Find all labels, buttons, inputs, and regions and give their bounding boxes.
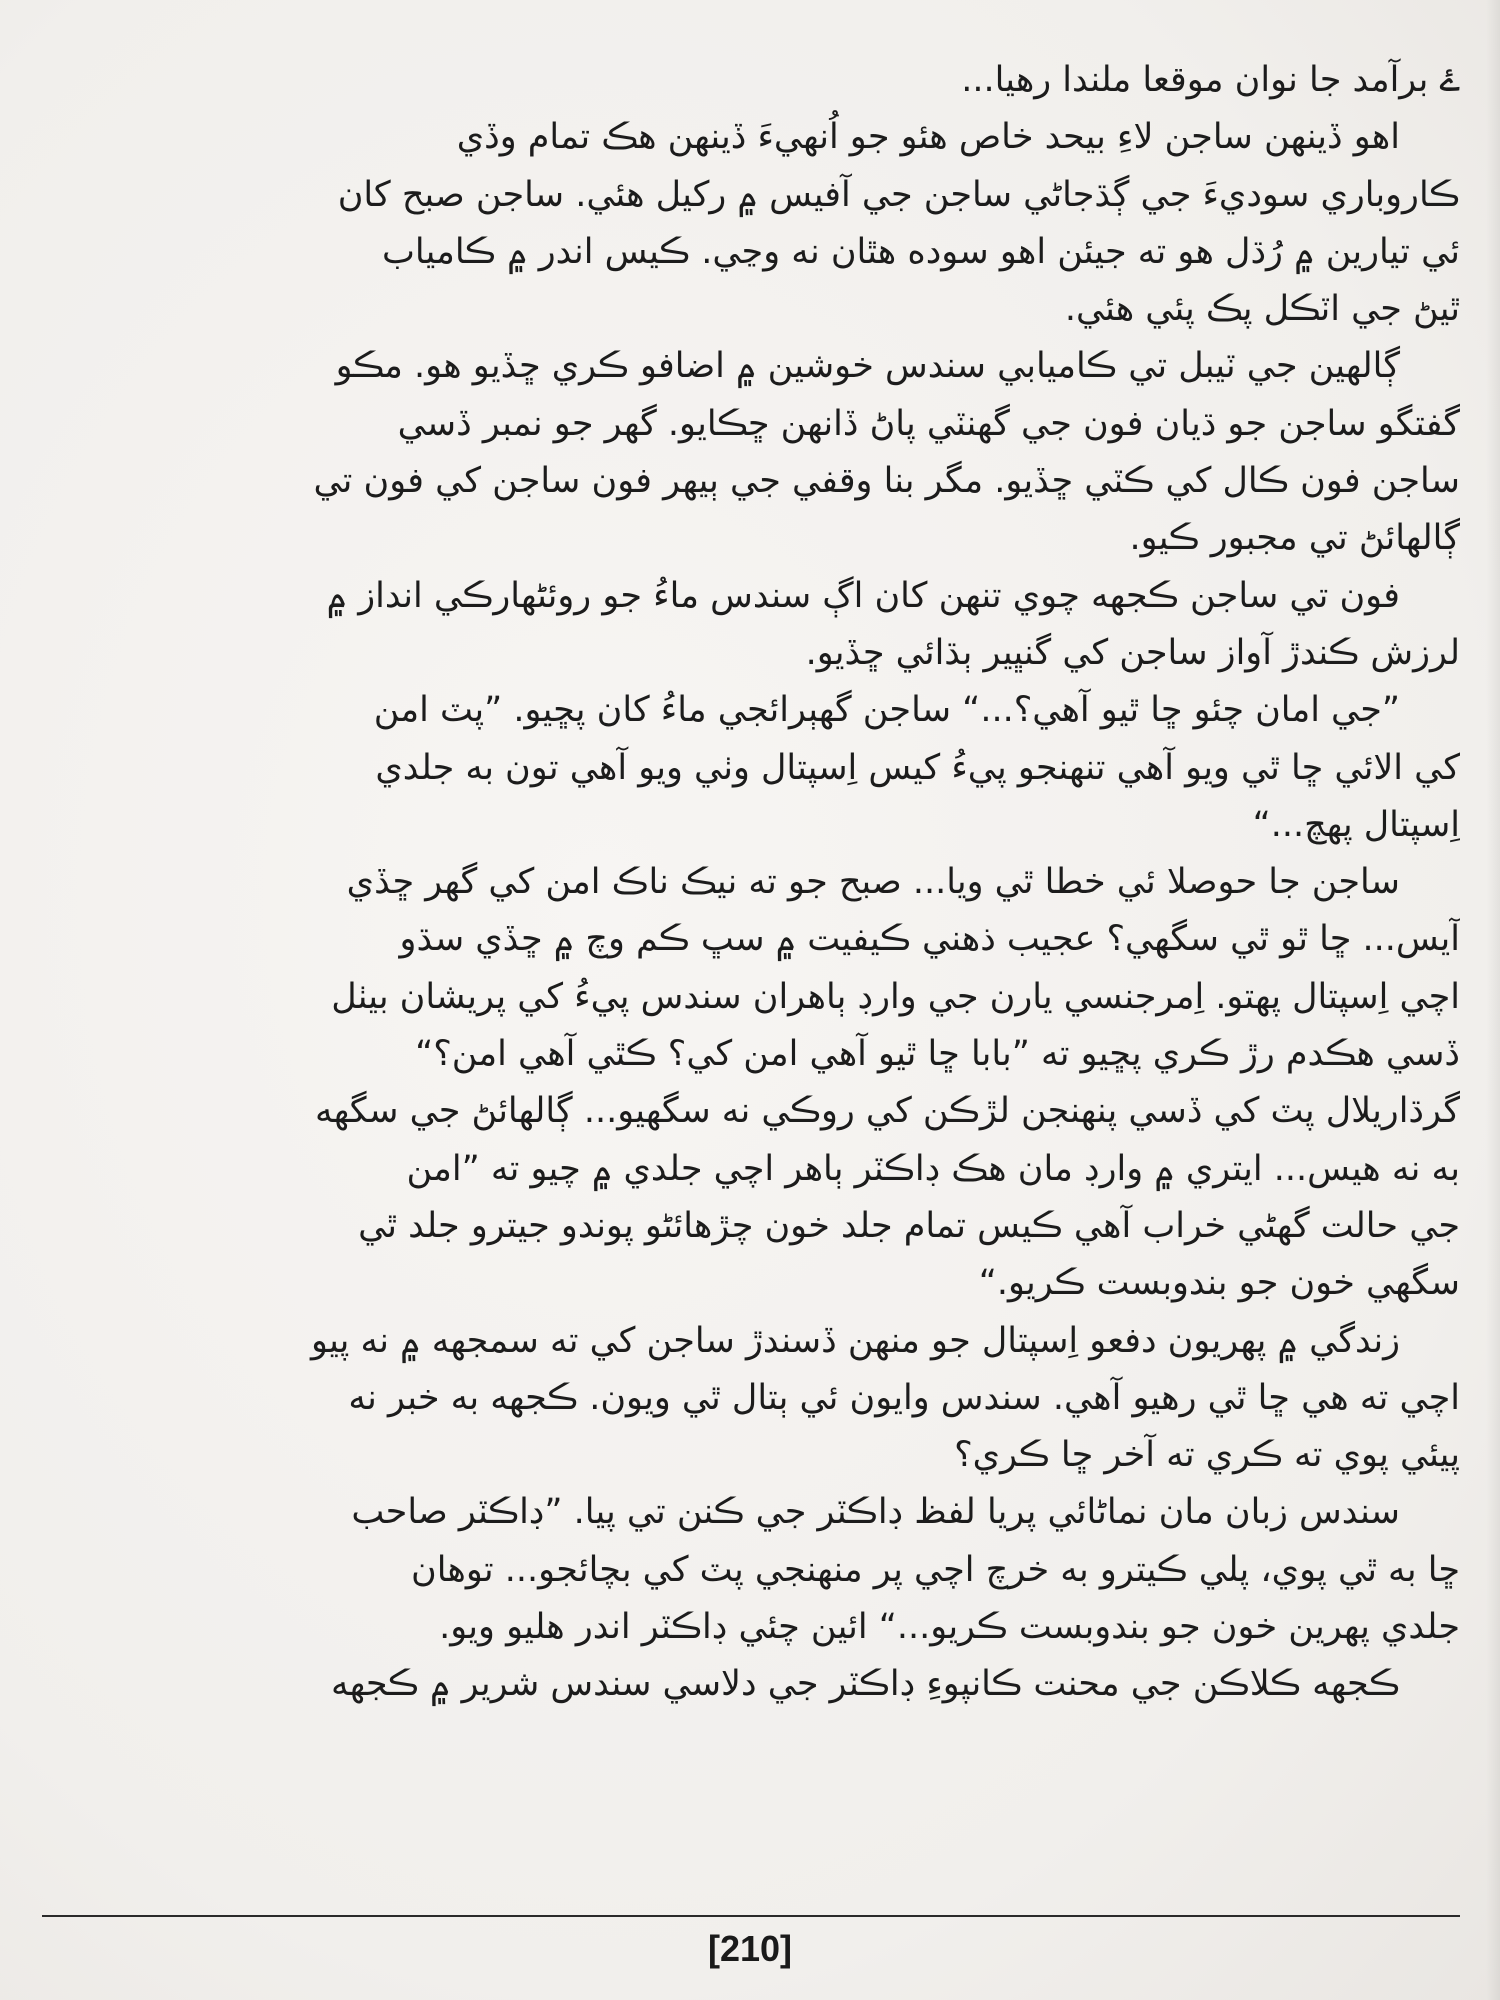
text-line: اچي ته هي ڇا ٿي رهيو آهي. سندس وايون ئي ٻتال ٿي ويون. ڪجهه به خبر نه (348, 1377, 1460, 1418)
text-line: سگهي خون جو بندوبست ڪريو.“ (978, 1263, 1460, 1304)
text-line: گرڌاريلال پٽ کي ڏسي پنهنجن لڙڪن کي روڪي نه سگهيو... ڳالهائڻ جي سگهه (314, 1091, 1460, 1132)
text-line: ”جي امان چئو ڇا ٿيو آهي؟...“ ساجن گهٻرائجي ماءُ کان پڇيو. ”پٽ امن (373, 690, 1400, 731)
text-line: آيس... ڇا ٿو ٿي سگهي؟ عجيب ذهني ڪيفيت ۾ سڀ ڪم وچ ۾ ڇڏي سڌو (399, 919, 1460, 960)
footer-rule (42, 1915, 1460, 1917)
text-line: ساجن فون ڪال کي ڪٽي ڇڏيو. مگر بنا وقفي جي ٻيهر فون ساجن کي فون تي (313, 461, 1460, 502)
text-line: ڳالهائڻ تي مجبور ڪيو. (1129, 518, 1460, 559)
text-line: به نه هيس... ايتري ۾ وارڊ مان هڪ ڊاڪٽر ٻاهر اچي جلدي ۾ چيو ته ”امن (406, 1148, 1460, 1189)
text-line: ڏسي هڪدم رڙ ڪري پڇيو ته ”بابا ڇا ٿيو آهي امن کي؟ ڪٿي آهي امن؟“ (415, 1034, 1460, 1075)
text-line: کي الائي ڇا ٿي ويو آهي تنهنجو پيءُ کيس اِسپتال وٺي ويو آهي تون به جلدي (375, 747, 1460, 788)
text-line: جلدي پهرين خون جو بندوبست ڪريو...“ ائين چئي ڊاڪٽر اندر هليو ويو. (439, 1607, 1460, 1648)
text-line: ڪاروباري سوديءَ جي ڳڌجاڻي ساجن جي آفيس ۾ رکيل هئي. ساجن صبح کان (337, 174, 1460, 215)
text-line: گفتگو ساجن جو ڌيان فون جي گهنٽي پاڻ ڏانهن ڇڪايو. گهر جو نمبر ڏسي (397, 403, 1460, 444)
text-line: ٿيڻ جي اٽڪل پڪ پئي هئي. (1064, 289, 1460, 330)
text-line: جي حالت گهڻي خراب آهي ڪيس تمام جلد خون چڙهائڻو پوندو جيترو جلد ٿي (358, 1205, 1460, 1246)
text-line: ئي تيارين ۾ رُڌل هو ته جيئن اهو سوده هٿان نه وڃي. ڪيس اندر ۾ ڪامياب (381, 231, 1460, 272)
text-line: پيئي پوي ته ڪري ته آخر ڇا ڪري؟ (954, 1435, 1460, 1476)
text-line: سندس زبان مان نماڻائي پريا لفظ ڊاڪٽر جي ڪنن تي پيا. ”ڊاڪٽر صاحب (351, 1492, 1400, 1533)
text-line: اچي اِسپتال پهتو. اِمرجنسي يارن جي وارڊ ٻاهران سندس پيءُ کي پريشان بيٺل (331, 976, 1460, 1017)
text-line: ڇا به ٿي پوي، پلي ڪيترو به خرچ اچي پر منهنجي پٽ کي بچائجو... توهان (411, 1549, 1460, 1590)
text-line: ڳالهين جي ٽيبل تي ڪاميابي سندس خوشين ۾ اضافو ڪري ڇڏيو هو. مڪو (335, 346, 1400, 387)
text-line: لرزش ڪندڙ آواز ساجن کي گنڀير ٻڌائي ڇڏيو. (805, 632, 1460, 673)
text-line: ۓ برآمد جا نوان موقعا ملندا رهيا... (961, 60, 1460, 100)
body-text (40, 52, 1460, 1714)
text-line: زندگي ۾ پهريون دفعو اِسپتال جو منهن ڏسندڙ ساجن کي ته سمجهه ۾ نه پيو (311, 1320, 1400, 1361)
text-line: اهو ڏينهن ساجن لاءِ بيحد خاص هئو جو اُنهيءَ ڏينهن هڪ تمام وڏي (456, 117, 1400, 158)
page-number: [210] (707, 1928, 793, 1969)
page-edge-shadow (1486, 0, 1500, 2000)
text-line: فون تي ساجن ڪجهه چوي تنهن کان اڳ سندس ماءُ جو روئڻهارڪي انداز ۾ (326, 575, 1400, 616)
text-line: ساجن جا حوصلا ئي خطا ٿي ويا... صبح جو ته نيڪ ناڪ امن کي گهر ڇڏي (346, 862, 1400, 903)
text-line: ڪجهه ڪلاڪن جي محنت ڪانپوءِ ڊاڪٽر جي دلاسي سندس شرير ۾ ڪجهه (330, 1664, 1400, 1705)
text-line: اِسپتال پهچ...“ (1252, 804, 1460, 845)
